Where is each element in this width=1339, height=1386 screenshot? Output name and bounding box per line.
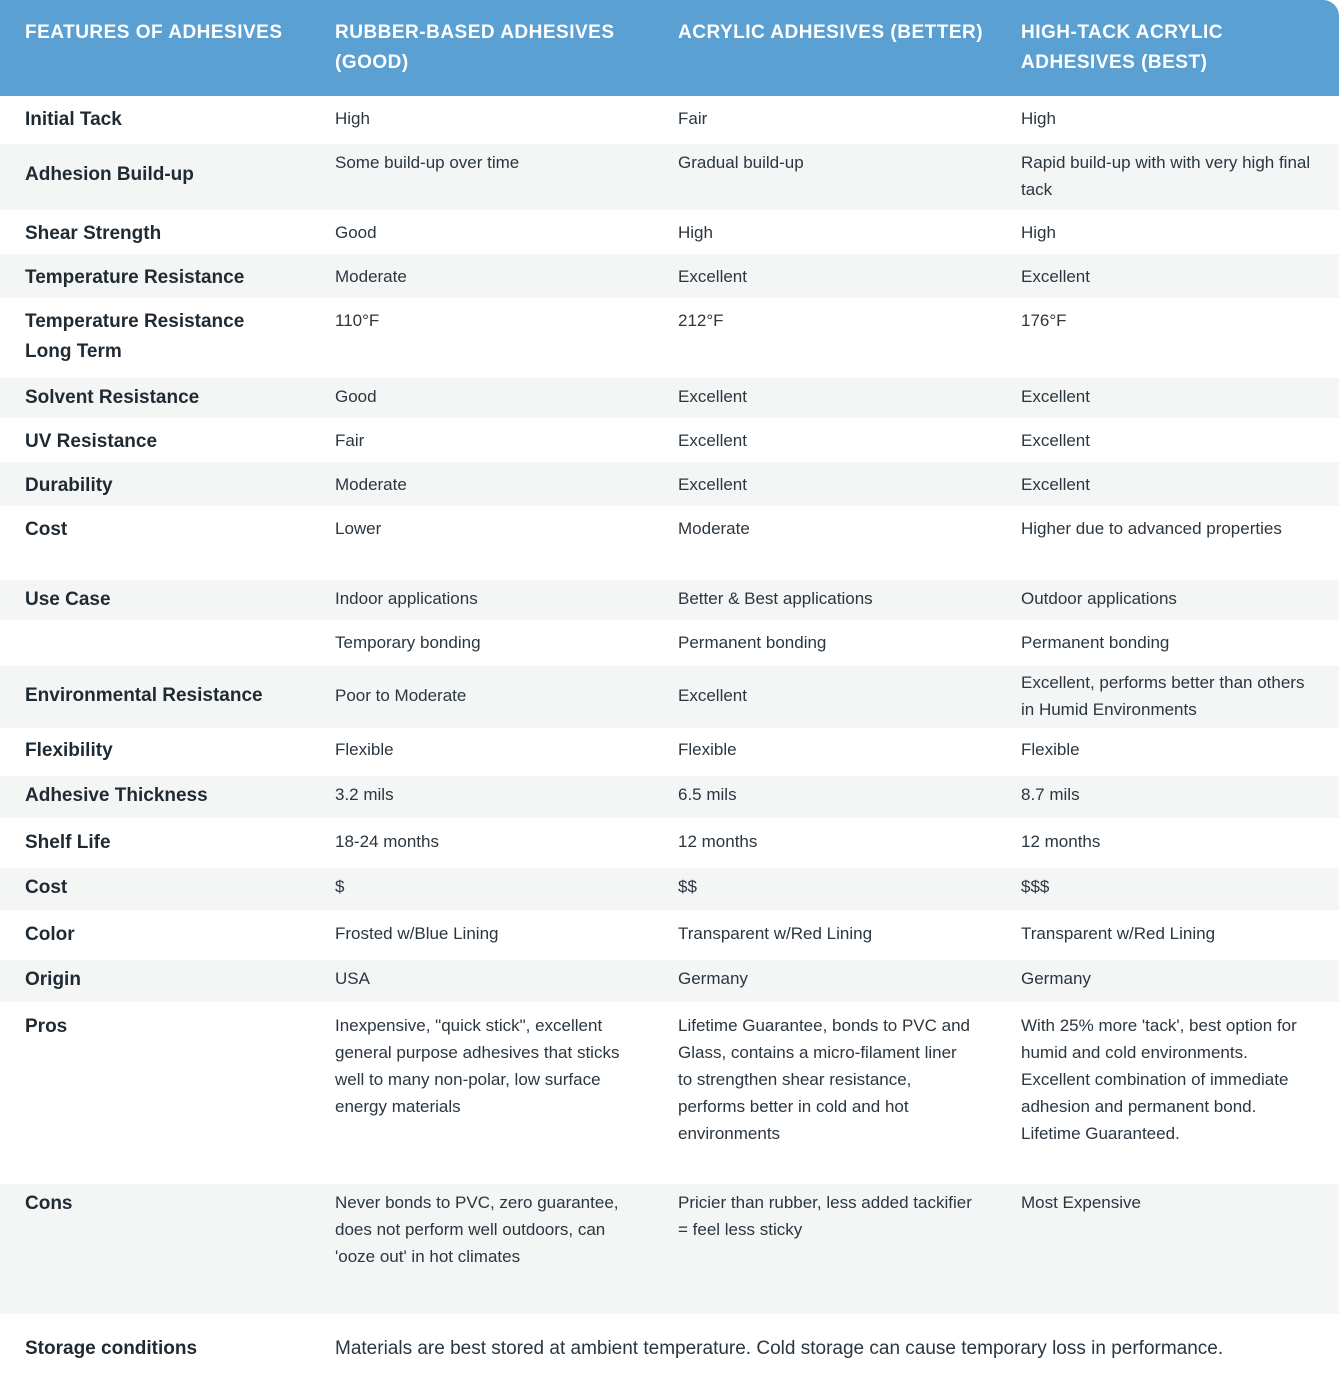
table-row (0, 728, 1339, 776)
row-acrylic-value: $$ (678, 877, 697, 896)
row-acrylic-value: Permanent bonding (678, 633, 827, 652)
row-rubber-value: Flexible (335, 740, 394, 759)
row-hightack-value: Excellent (1021, 475, 1090, 494)
row-acrylic-value: 12 months (678, 832, 758, 851)
row-hightack-value: With 25% more 'tack', best option for humid and cold environments. Excellent combination of immediate adhesion and permanent bond. Lifetime Guaranteed. (1021, 1016, 1297, 1143)
storage-feature: Storage conditions (25, 1338, 198, 1359)
row-feature: Environmental Resistance (25, 685, 263, 706)
row-hightack-value: Flexible (1021, 740, 1080, 759)
row-feature (0, 620, 310, 666)
storage-row (0, 1314, 1339, 1386)
table-row (0, 1184, 1339, 1314)
row-rubber-value: Good (335, 387, 377, 406)
row-rubber-value: 18-24 months (335, 832, 439, 851)
row-feature: Shear Strength (25, 223, 162, 244)
row-rubber-value: Moderate (335, 475, 407, 494)
row-rubber-value: Indoor applications (335, 589, 478, 608)
row-acrylic-value: Excellent (678, 267, 747, 286)
row-rubber-value: Fair (335, 431, 365, 450)
row-hightack-value: 12 months (1021, 832, 1101, 851)
table-row (0, 418, 1339, 462)
row-acrylic-value: Gradual build-up (678, 153, 804, 172)
row-hightack-value: Excellent, performs better than others in Humid Environments (1021, 673, 1305, 719)
row-feature: Cons (25, 1193, 73, 1214)
table-row (0, 462, 1339, 506)
row-rubber-value: 3.2 mils (335, 785, 394, 804)
row-hightack-value: Excellent (1021, 431, 1090, 450)
row-rubber-value: High (335, 109, 370, 128)
table-row (0, 910, 1339, 960)
header-hightack: HIGH-TACK ACRYLIC ADHESIVES (BEST) (1021, 22, 1223, 73)
row-feature: Pros (25, 1016, 68, 1037)
row-rubber-value: $ (335, 877, 345, 896)
table-row (0, 96, 1339, 144)
table-row (0, 378, 1339, 418)
table-row (0, 620, 1339, 666)
row-rubber-value: Good (335, 223, 377, 242)
row-feature: Use Case (25, 589, 111, 610)
row-acrylic-value: Excellent (678, 387, 747, 406)
row-rubber-value: 110°F (335, 311, 380, 330)
table-row (0, 144, 1339, 210)
row-acrylic-value: Excellent (678, 475, 747, 494)
row-acrylic-value: Excellent (678, 431, 747, 450)
row-acrylic-value: Moderate (678, 519, 750, 538)
row-hightack-value: 176°F (1021, 311, 1067, 330)
row-feature: Color (25, 924, 75, 945)
row-feature: Durability (25, 475, 113, 496)
row-hightack-value: Most Expensive (1021, 1193, 1141, 1212)
row-acrylic-value: Flexible (678, 740, 737, 759)
row-feature: Origin (25, 969, 81, 990)
table-row (0, 960, 1339, 1002)
storage-text: Materials are best stored at ambient temperature. Cold storage can cause temporary loss in performance. (335, 1338, 1224, 1359)
row-acrylic-value: Germany (678, 969, 748, 988)
table-row (0, 666, 1339, 728)
row-hightack-value: High (1021, 223, 1056, 242)
row-hightack-value: Permanent bonding (1021, 633, 1170, 652)
table-row (0, 210, 1339, 254)
row-hightack-value: Excellent (1021, 267, 1090, 286)
table-header (0, 0, 1339, 96)
row-acrylic-value: Pricier than rubber, less added tackifier = feel less sticky (678, 1193, 972, 1239)
row-acrylic-value: Transparent w/Red Lining (678, 924, 873, 943)
row-feature: UV Resistance (25, 431, 158, 452)
table-row (0, 254, 1339, 298)
row-feature: Temperature Resistance (25, 267, 245, 288)
row-acrylic-value: Excellent (678, 686, 747, 705)
header-acrylic: ACRYLIC ADHESIVES (BETTER) (678, 22, 984, 43)
row-hightack-value: Excellent (1021, 387, 1090, 406)
row-acrylic-value: Better & Best applications (678, 589, 873, 608)
row-rubber-value: Never bonds to PVC, zero guarantee, does not perform well outdoors, can 'ooze out' in hot climates (335, 1193, 619, 1266)
row-feature: Initial Tack (25, 109, 122, 130)
table-row (0, 868, 1339, 910)
row-rubber-value: Temporary bonding (335, 633, 481, 652)
table-row (0, 1002, 1339, 1184)
table-row (0, 818, 1339, 868)
row-feature: Cost (25, 519, 68, 540)
row-feature: Temperature Resistance Long Term (25, 311, 245, 362)
row-rubber-value: Moderate (335, 267, 407, 286)
row-feature: Shelf Life (25, 832, 111, 853)
row-hightack-value: Transparent w/Red Lining (1021, 924, 1216, 943)
row-acrylic-value: 212°F (678, 311, 724, 330)
table-row (0, 506, 1339, 580)
row-rubber-value: Some build-up over time (335, 153, 520, 172)
row-hightack-value: Outdoor applications (1021, 589, 1177, 608)
row-rubber-value: Poor to Moderate (335, 686, 467, 705)
row-feature: Adhesion Build-up (25, 164, 194, 185)
row-hightack-value: High (1021, 109, 1056, 128)
table-row (0, 580, 1339, 620)
table-row (0, 298, 1339, 378)
table-row (0, 776, 1339, 818)
header-features: FEATURES OF ADHESIVES (25, 22, 283, 43)
row-feature: Flexibility (25, 740, 113, 761)
row-hightack-value: $$$ (1021, 877, 1050, 896)
row-feature: Solvent Resistance (25, 387, 200, 408)
header-rubber: RUBBER-BASED ADHESIVES (GOOD) (335, 22, 615, 73)
row-acrylic-value: Fair (678, 109, 708, 128)
row-rubber-value: Frosted w/Blue Lining (335, 924, 499, 943)
row-rubber-value: USA (335, 969, 370, 988)
row-feature: Cost (25, 877, 68, 898)
row-feature: Adhesive Thickness (25, 785, 208, 806)
row-hightack-value: Higher due to advanced properties (1021, 519, 1282, 538)
row-rubber-value: Lower (335, 519, 382, 538)
row-hightack-value: Rapid build-up with with very high final tack (1021, 153, 1311, 199)
row-acrylic-value: 6.5 mils (678, 785, 737, 804)
row-acrylic-value: High (678, 223, 713, 242)
row-hightack-value: Germany (1021, 969, 1091, 988)
row-hightack-value: 8.7 mils (1021, 785, 1080, 804)
row-rubber-value: Inexpensive, "quick stick", excellent general purpose adhesives that sticks well to many non-polar, low surface energy materials (335, 1016, 620, 1116)
row-acrylic-value: Lifetime Guarantee, bonds to PVC and Glass, contains a micro-filament liner to strengthen shear resistance, performs better in cold and hot environments (678, 1016, 971, 1143)
